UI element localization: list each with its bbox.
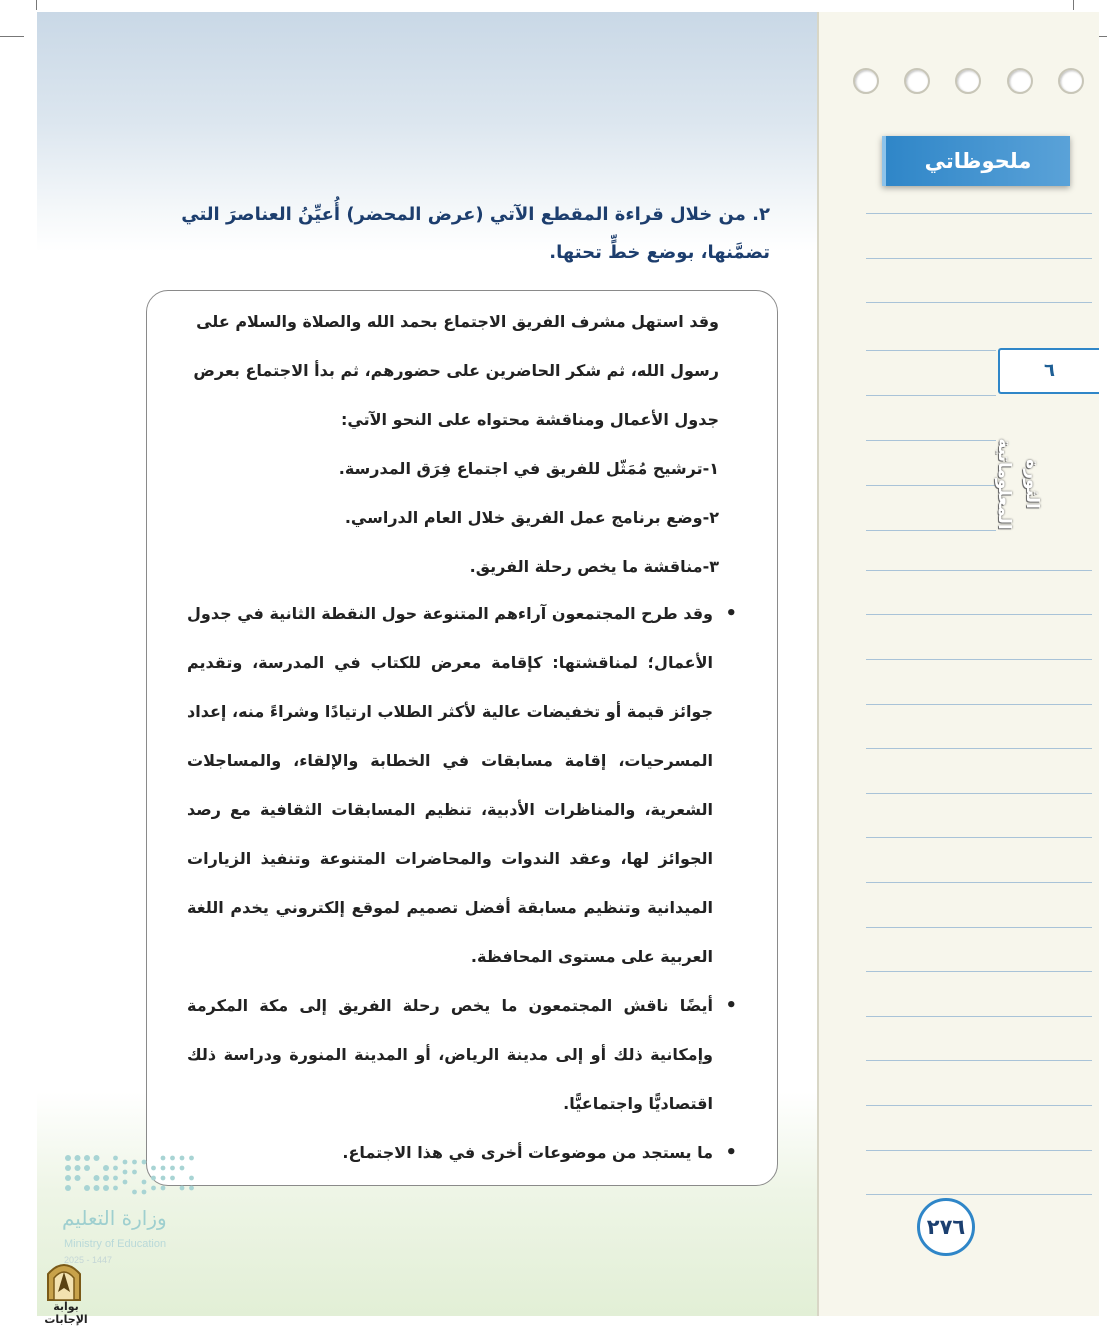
notes-rule-line <box>866 971 1092 972</box>
notes-rule-line <box>866 213 1092 214</box>
question-prompt: ٢. من خلال قراءة المقطع الآتي (عرض المحضر) أُعيِّنُ العناصرَ التي تضمَّنها، بوضع خطٍّ تحتها. <box>181 204 770 263</box>
chapter-number-tab: ٦ <box>998 348 1099 394</box>
notes-rule-line <box>866 350 996 351</box>
notes-panel <box>817 12 1099 1316</box>
notes-rule-line <box>866 659 1092 660</box>
agenda-item: ٢-وضع برنامج عمل الفريق خلال العام الدراسي. <box>344 508 719 527</box>
discussion-point: • وقد طرح المجتمعون آراءهم المتنوعة حول النقطة الثانية في جدول الأعمال؛ لمناقشتها: كإقامة معرض للكتاب في المدرسة، وتقديم جوائز قيمة أو تخفيضات عالية لأكثر الطلاب ارتيادًا وشراءً منه، إعداد المسرحيات، إقامة مسابقات في الخطابة والإلقاء، والمساجلات الشعرية، والمناظرات الأدبية، تنظيم المسابقات الثقافية مع رصد الجوائز لها، وعقد الندوات والمحاضرات المتنوعة وتنفيذ الزيارات الميدانية وتنظيم مسابقة أفضل تصميم لموقع إلكتروني يخدم اللغة العربية على مستوى المحافظة. <box>187 589 739 981</box>
notes-rule-line <box>866 837 1092 838</box>
watermark-logo-icon <box>44 1258 84 1302</box>
ministry-name-ar: وزارة التعليم <box>62 1206 167 1230</box>
ministry-name-en: Ministry of Education <box>64 1238 167 1250</box>
notes-rule-line <box>866 1016 1092 1017</box>
notes-rule-line <box>866 793 1092 794</box>
passage-intro: وقد استهل مشرف الفريق الاجتماع بحمد الله والصلاة والسلام على رسول الله، ثم شكر الحاضرين على حضورهم، ثم بدأ الاجتماع بعرض جدول الأعمال ومناقشة محتواه على النحو الآتي: <box>193 312 719 429</box>
agenda-item: ١-ترشيح مُمَثّل للفريق في اجتماع فِرَق المدرسة. <box>338 459 719 478</box>
notes-rule-line <box>866 1150 1092 1151</box>
page-number: ٢٧٦ <box>917 1198 975 1256</box>
notes-rule-line <box>866 258 1092 259</box>
notes-rule-line <box>866 1194 1092 1195</box>
discussion-point: • ما يستجد من موضوعات أخرى في هذا الاجتماع. <box>187 1128 739 1177</box>
notes-rule-line <box>866 614 1092 615</box>
discussion-points <box>187 589 739 1177</box>
notes-rule-line <box>866 570 1092 571</box>
binder-hole <box>904 68 930 94</box>
notes-rule-line <box>866 1105 1092 1106</box>
discussion-point: • أيضًا ناقش المجتمعون ما يخص رحلة الفريق إلى مكة المكرمة وإمكانية ذلك أو إلى مدينة الرياض، أو المدينة المنورة ودراسة ذلك اقتصاديًّا واجتماعيًّا. <box>187 981 739 1128</box>
notes-rule-line <box>866 1060 1092 1061</box>
notes-rule-line <box>866 882 1092 883</box>
notes-rule-line <box>866 748 1092 749</box>
notes-rule-line <box>866 530 996 531</box>
passage-box <box>146 290 778 1186</box>
crop-mark <box>1073 0 1074 10</box>
binder-hole <box>853 68 879 94</box>
binder-hole <box>955 68 981 94</box>
binder-hole <box>1058 68 1084 94</box>
unit-name: الثورة المعلوماتية <box>994 438 1042 530</box>
notes-rule-line <box>866 440 996 441</box>
notes-rule-line <box>866 704 1092 705</box>
binder-hole <box>1007 68 1033 94</box>
notes-title: ملحوظاتي <box>882 136 1070 186</box>
watermark-text: بوابة الإجابات <box>44 1300 88 1326</box>
crop-mark <box>0 36 24 37</box>
ministry-logo-icon <box>62 1152 202 1200</box>
notes-rule-line <box>866 302 1092 303</box>
ministry-years: 2025 - 1447 <box>64 1255 113 1265</box>
agenda-item: ٣-مناقشة ما يخص رحلة الفريق. <box>469 557 719 576</box>
notes-rule-line <box>866 927 1092 928</box>
crop-mark <box>36 0 37 10</box>
notes-rule-line <box>866 395 996 396</box>
notes-rule-line <box>866 485 996 486</box>
